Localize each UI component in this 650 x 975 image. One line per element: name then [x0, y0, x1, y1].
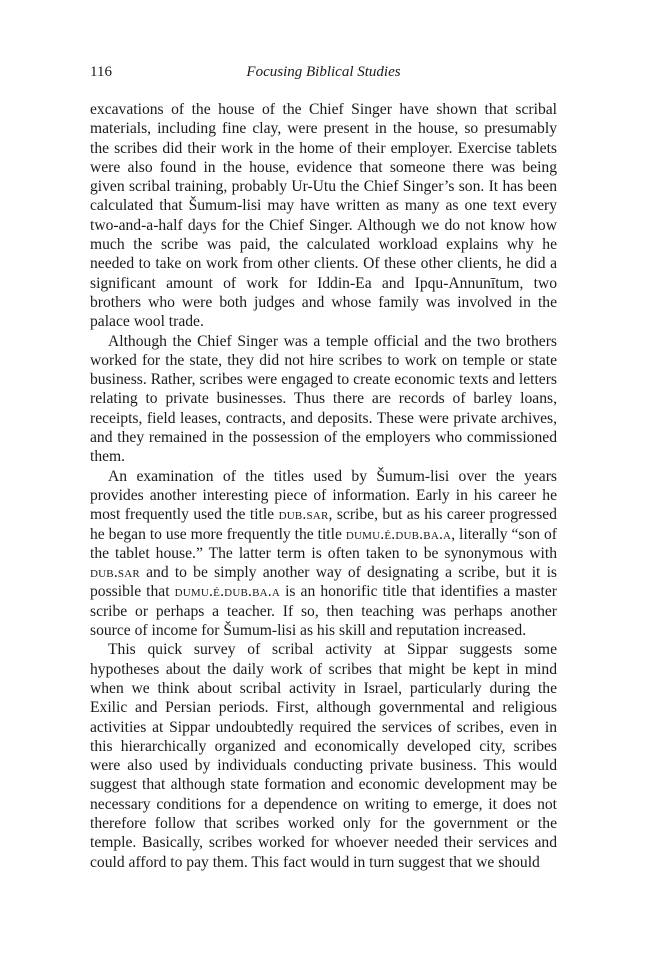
- page-header: [90, 64, 557, 84]
- paragraph: This quick survey of scribal activity at Sippar suggests some hypotheses about the daily work of scribes that might be kept in mind when we think about scribal activity in Israel, particularly during the Exilic and Persian periods. First, although governmental and religious activities at Sippar undoubtedly required the services of scribes, even in this hierarchically organized and economically developed city, scribes were also used by individuals conducting private business. This would suggest that although state formation and economic development may be necessary conditions for a dependence on writing to emerge, it does not therefore follow that scribes worked only for the government or the temple. Basically, scribes worked for whoever needed their services and could afford to pay them. This fact would in turn suggest that we should: [90, 641, 557, 871]
- paragraph: excavations of the house of the Chief Singer have shown that scribal materials, including fine clay, were present in the house, so presumably the scribes did their work in the home of their employer. Exercise tablets were also found in the house, evidence that someone there was being given scribal training, probably Ur-Utu the Chief Singer’s son. It has been calculated that Šumum-lisi may have written as many as one text every two-and-a-half days for the Chief Singer. Although we do not know how much the scribe was paid, the calculated workload explains why he needed to take on work from other clients. Of these other clients, he did a significant amount of work for Iddin-Ea and Ipqu-Annunītum, two brothers who were both judges and whose family was involved in the palace wool trade.: [90, 101, 557, 331]
- running-title: Focusing Biblical Studies: [246, 64, 401, 80]
- text-run: An examination of the titles used by Šumum-lisi over the years provides another interesting piece of information. Early in his career he most frequently used the title: [90, 467, 557, 524]
- text-run: and to be simply another way of designating a scribe, but it is possible that: [90, 564, 557, 601]
- body-text: [90, 100, 557, 872]
- sumerian-term: dumu.é.dub.ba.a: [345, 525, 452, 543]
- sumerian-term: dub.sar: [278, 506, 329, 524]
- paragraph: Although the Chief Singer was a temple official and the two brothers worked for the state, they did not hire scribes to work on temple or state business. Rather, scribes were engaged to create economic texts and letters relating to private businesses. Thus there are records of barley loans, receipts, field leases, contracts, and deposits. These were private archives, and they remained in the possession of the employers who commissioned them.: [90, 332, 557, 466]
- text-run: , literally “son of the tablet house.” The latter term is often taken to be synonymous with: [90, 525, 557, 562]
- text-run: , scribe, but as his career progressed he began to use more frequently the title: [90, 506, 557, 543]
- sumerian-term: dub.sar: [90, 564, 140, 582]
- page-number: 116: [90, 64, 112, 80]
- text-run: is an honorific title that identifies a master scribe or perhaps a teacher. If so, then teaching was perhaps another source of income for Šumum-lisi as his skill and reputation increased.: [90, 583, 557, 640]
- paragraph: [90, 467, 557, 641]
- sumerian-term: dumu.é.dub.ba.a: [174, 583, 281, 601]
